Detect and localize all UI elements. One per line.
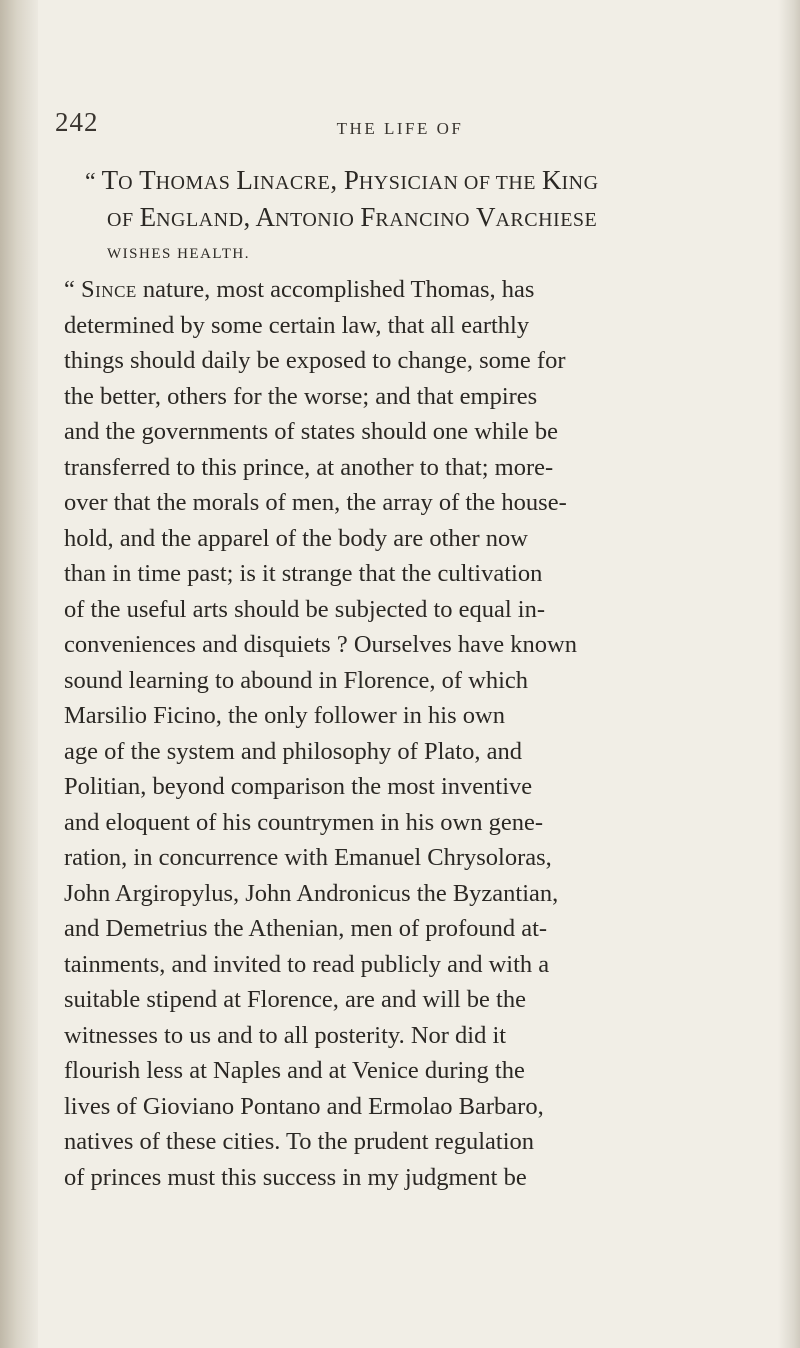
body-line: of princes must this success in my judgment be xyxy=(64,1163,527,1191)
page-number: 242 xyxy=(55,107,99,137)
running-head: THE LIFE OF xyxy=(336,119,464,138)
body-line: of the useful arts should be subjected to equal in- xyxy=(64,595,546,623)
body-line: natives of these cities. To the prudent regulation xyxy=(64,1128,535,1155)
body-line: suitable stipend at Florence, are and will be the xyxy=(64,986,526,1013)
body-line: transferred to this prince, at another to that; more- xyxy=(64,453,554,481)
body-lines xyxy=(64,308,754,1196)
heading-line-2: OF ENGLAND, ANTONIO FRANCINO VARCHIESE xyxy=(107,202,598,232)
body-line: ration, in concurrence with Emanuel Chrysoloras, xyxy=(64,844,552,871)
body-line: conveniences and disquiets ? Ourselves have known xyxy=(64,631,577,658)
body-line: flourish less at Naples and at Venice during the xyxy=(64,1057,525,1084)
body-line: lives of Gioviano Pontano and Ermolao Barbaro, xyxy=(64,1092,544,1120)
body-line: tainments, and invited to read publicly and with a xyxy=(64,950,550,978)
body-line: “ Since nature, most accomplished Thomas, has xyxy=(64,276,535,303)
heading-line-3: WISHES HEALTH. xyxy=(107,246,250,262)
body-line: hold, and the apparel of the body are other now xyxy=(64,524,528,552)
letter-heading xyxy=(85,163,745,271)
page-gutter-shadow xyxy=(0,0,38,1348)
body-line: over that the morals of men, the array of the house- xyxy=(64,489,567,516)
body-line: and eloquent of his countrymen in his own gene- xyxy=(64,808,544,836)
body-line: and Demetrius the Athenian, men of profound at- xyxy=(64,915,548,942)
body-line: age of the system and philosophy of Plato, and xyxy=(64,737,522,765)
body-line: than in time past; is it strange that the cultivation xyxy=(64,560,543,587)
page-edge-shadow xyxy=(778,0,800,1348)
body-line: things should daily be exposed to change, some for xyxy=(64,347,566,374)
body-line: Marsilio Ficino, the only follower in his own xyxy=(64,702,505,729)
body-line: the better, others for the worse; and that empires xyxy=(64,382,538,410)
body-line: John Argiropylus, John Andronicus the Byzantian, xyxy=(64,879,559,907)
body-line: determined by some certain law, that all earthly xyxy=(64,311,530,339)
body-line: witnesses to us and to all posterity. Nor did it xyxy=(64,1021,507,1049)
body-line: and the governments of states should one while be xyxy=(64,418,558,445)
letter-body xyxy=(64,272,754,1195)
body-line: Politian, beyond comparison the most inventive xyxy=(64,773,533,800)
heading-line-1: “ TO THOMAS LINACRE, PHYSICIAN OF THE KING xyxy=(85,165,599,195)
body-line: sound learning to abound in Florence, of which xyxy=(64,666,529,694)
